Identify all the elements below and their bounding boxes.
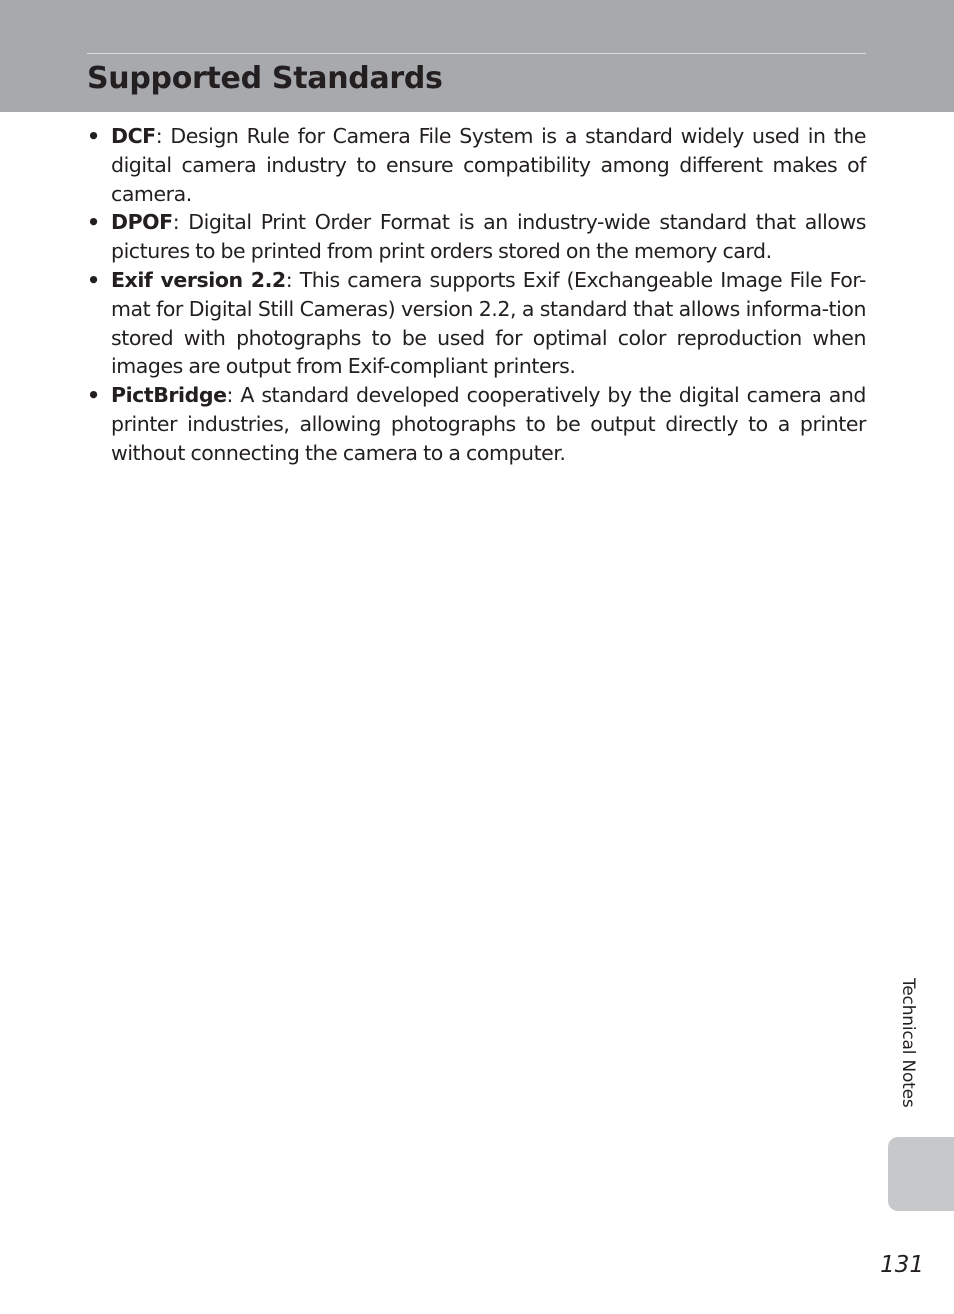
side-tab-label: Technical Notes [898, 978, 918, 1108]
side-tab-marker [888, 1137, 954, 1211]
standard-term: DCF [111, 124, 156, 148]
standard-item-exif [87, 266, 866, 381]
standard-description: : This camera supports Exif (Exchangeable Image File For-mat for Digital Still Cameras) version 2.2, a standard that allows informa-tion stored with photographs to be used for optimal color reproduction when images are output from Exif-compliant printers. [111, 267, 866, 379]
standard-term: PictBridge [111, 383, 227, 408]
standard-description: : Digital Print Order Format is an industry-wide standard that allows pictures to be printed from print orders stored on the memory card. [111, 210, 866, 264]
standards-list [87, 122, 866, 468]
bullet: • [87, 383, 100, 408]
standard-item-dpof [87, 208, 866, 266]
page-title: Supported Standards [87, 61, 443, 96]
bullet: • [87, 210, 100, 235]
standard-description: : Design Rule for Camera File System is a standard widely used in the digital camera industry to ensure compatibility among different makes of camera. [111, 124, 866, 206]
standard-item-pictbridge [87, 381, 866, 467]
page-number: 131 [880, 1252, 924, 1278]
standard-term: Exif version 2.2 [111, 267, 286, 292]
standard-description: : A standard developed cooperatively by the digital camera and printer industries, allowing photographs to be output directly to a printer without connecting the camera to a computer. [111, 383, 866, 465]
standard-item-dcf [87, 122, 866, 208]
bullet: • [87, 124, 100, 148]
bullet: • [87, 267, 100, 292]
header-rule [87, 53, 866, 54]
standard-term: DPOF [111, 210, 173, 235]
